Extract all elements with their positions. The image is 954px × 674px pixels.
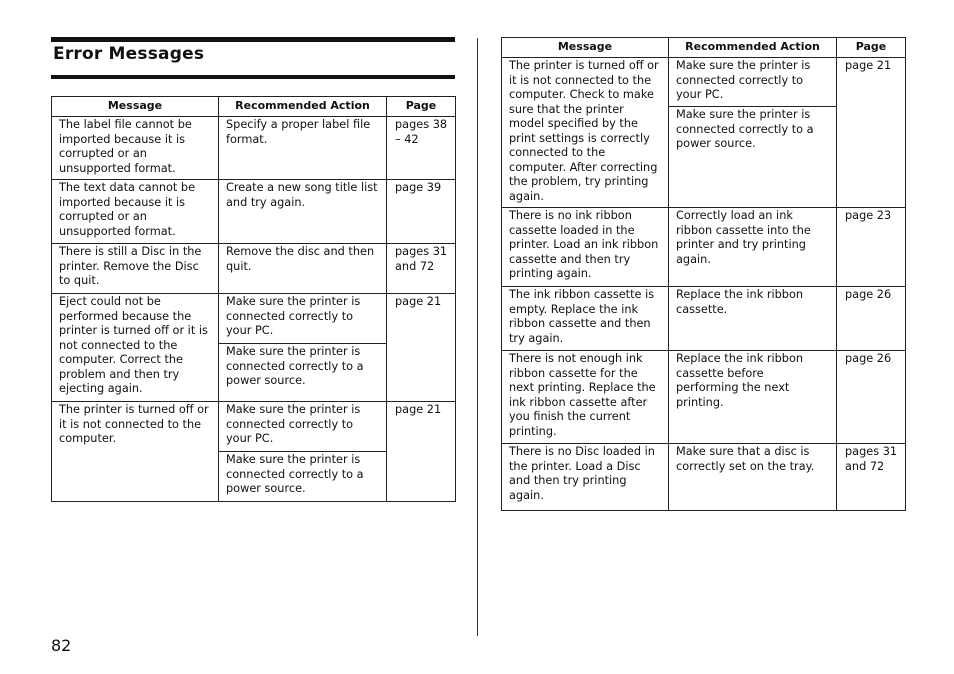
message-cell: There is no Disc loaded in the printer. Load a Disc and then try printing again. xyxy=(502,444,669,511)
error-table-left xyxy=(51,96,456,502)
table-header-row xyxy=(52,97,456,117)
action-cell: Make sure the printer is connected correctly to your PC. xyxy=(219,402,387,452)
page-ref-cell: page 26 xyxy=(837,351,906,444)
action-cell: Create a new song title list and try again. xyxy=(219,180,387,244)
action-cell: Make sure the printer is connected correctly to a power source. xyxy=(219,344,387,402)
action-cell: Remove the disc and then quit. xyxy=(219,244,387,294)
table-row xyxy=(52,180,456,244)
page-ref-cell: page 21 xyxy=(387,294,456,402)
page-ref-cell: pages 31 and 72 xyxy=(387,244,456,294)
page-title: Error Messages xyxy=(53,44,205,64)
column-header-action: Recommended Action xyxy=(219,97,387,117)
table-row xyxy=(502,58,906,107)
action-cell: Replace the ink ribbon cassette before performing the next printing. xyxy=(669,351,837,444)
table-row xyxy=(502,208,906,287)
message-cell: Eject could not be performed because the printer is turned off or it is not connected to the computer. Correct the problem and then try ejecting again. xyxy=(52,294,219,402)
title-rule-bottom xyxy=(51,75,455,79)
page-ref-cell: page 21 xyxy=(387,402,456,502)
page-ref-cell: pages 38 – 42 xyxy=(387,117,456,180)
message-cell: The printer is turned off or it is not connected to the computer. Check to make sure that the printer model specified by the print settings is correctly connected to the computer. After correcting the problem, try printing again. xyxy=(502,58,669,208)
column-header-page: Page xyxy=(837,38,906,58)
column-divider xyxy=(477,38,478,636)
title-rule-top xyxy=(51,37,455,42)
action-cell: Correctly load an ink ribbon cassette into the printer and try printing again. xyxy=(669,208,837,287)
column-header-action: Recommended Action xyxy=(669,38,837,58)
message-cell: The printer is turned off or it is not connected to the computer. xyxy=(52,402,219,502)
page-ref-cell: page 21 xyxy=(837,58,906,208)
table-row xyxy=(52,244,456,294)
column-header-message: Message xyxy=(52,97,219,117)
table-row xyxy=(502,287,906,351)
page-ref-cell: page 39 xyxy=(387,180,456,244)
column-header-page: Page xyxy=(387,97,456,117)
message-cell: There is no ink ribbon cassette loaded in the printer. Load an ink ribbon cassette and then try printing again. xyxy=(502,208,669,287)
table-row xyxy=(502,444,906,511)
error-table-right xyxy=(501,37,906,511)
page-ref-cell: page 26 xyxy=(837,287,906,351)
message-cell: The label file cannot be imported because it is corrupted or an unsupported format. xyxy=(52,117,219,180)
message-cell: The ink ribbon cassette is empty. Replace the ink ribbon cassette and then try again. xyxy=(502,287,669,351)
table-row xyxy=(52,117,456,180)
message-cell: There is still a Disc in the printer. Remove the Disc to quit. xyxy=(52,244,219,294)
column-header-message: Message xyxy=(502,38,669,58)
action-cell: Make sure the printer is connected correctly to your PC. xyxy=(219,294,387,344)
action-cell: Specify a proper label file format. xyxy=(219,117,387,180)
message-cell: The text data cannot be imported because it is corrupted or an unsupported format. xyxy=(52,180,219,244)
action-cell: Make sure the printer is connected correctly to a power source. xyxy=(669,107,837,208)
page-ref-cell: pages 31 and 72 xyxy=(837,444,906,511)
page-ref-cell: page 23 xyxy=(837,208,906,287)
page-number: 82 xyxy=(51,636,72,655)
action-cell: Replace the ink ribbon cassette. xyxy=(669,287,837,351)
action-cell: Make sure the printer is connected correctly to a power source. xyxy=(219,452,387,502)
message-cell: There is not enough ink ribbon cassette for the next printing. Replace the ink ribbon cassette after you finish the current printing. xyxy=(502,351,669,444)
table-header-row xyxy=(502,38,906,58)
action-cell: Make sure the printer is connected correctly to your PC. xyxy=(669,58,837,107)
table-row xyxy=(52,402,456,452)
action-cell: Make sure that a disc is correctly set on the tray. xyxy=(669,444,837,511)
table-row xyxy=(502,351,906,444)
table-row xyxy=(52,294,456,344)
